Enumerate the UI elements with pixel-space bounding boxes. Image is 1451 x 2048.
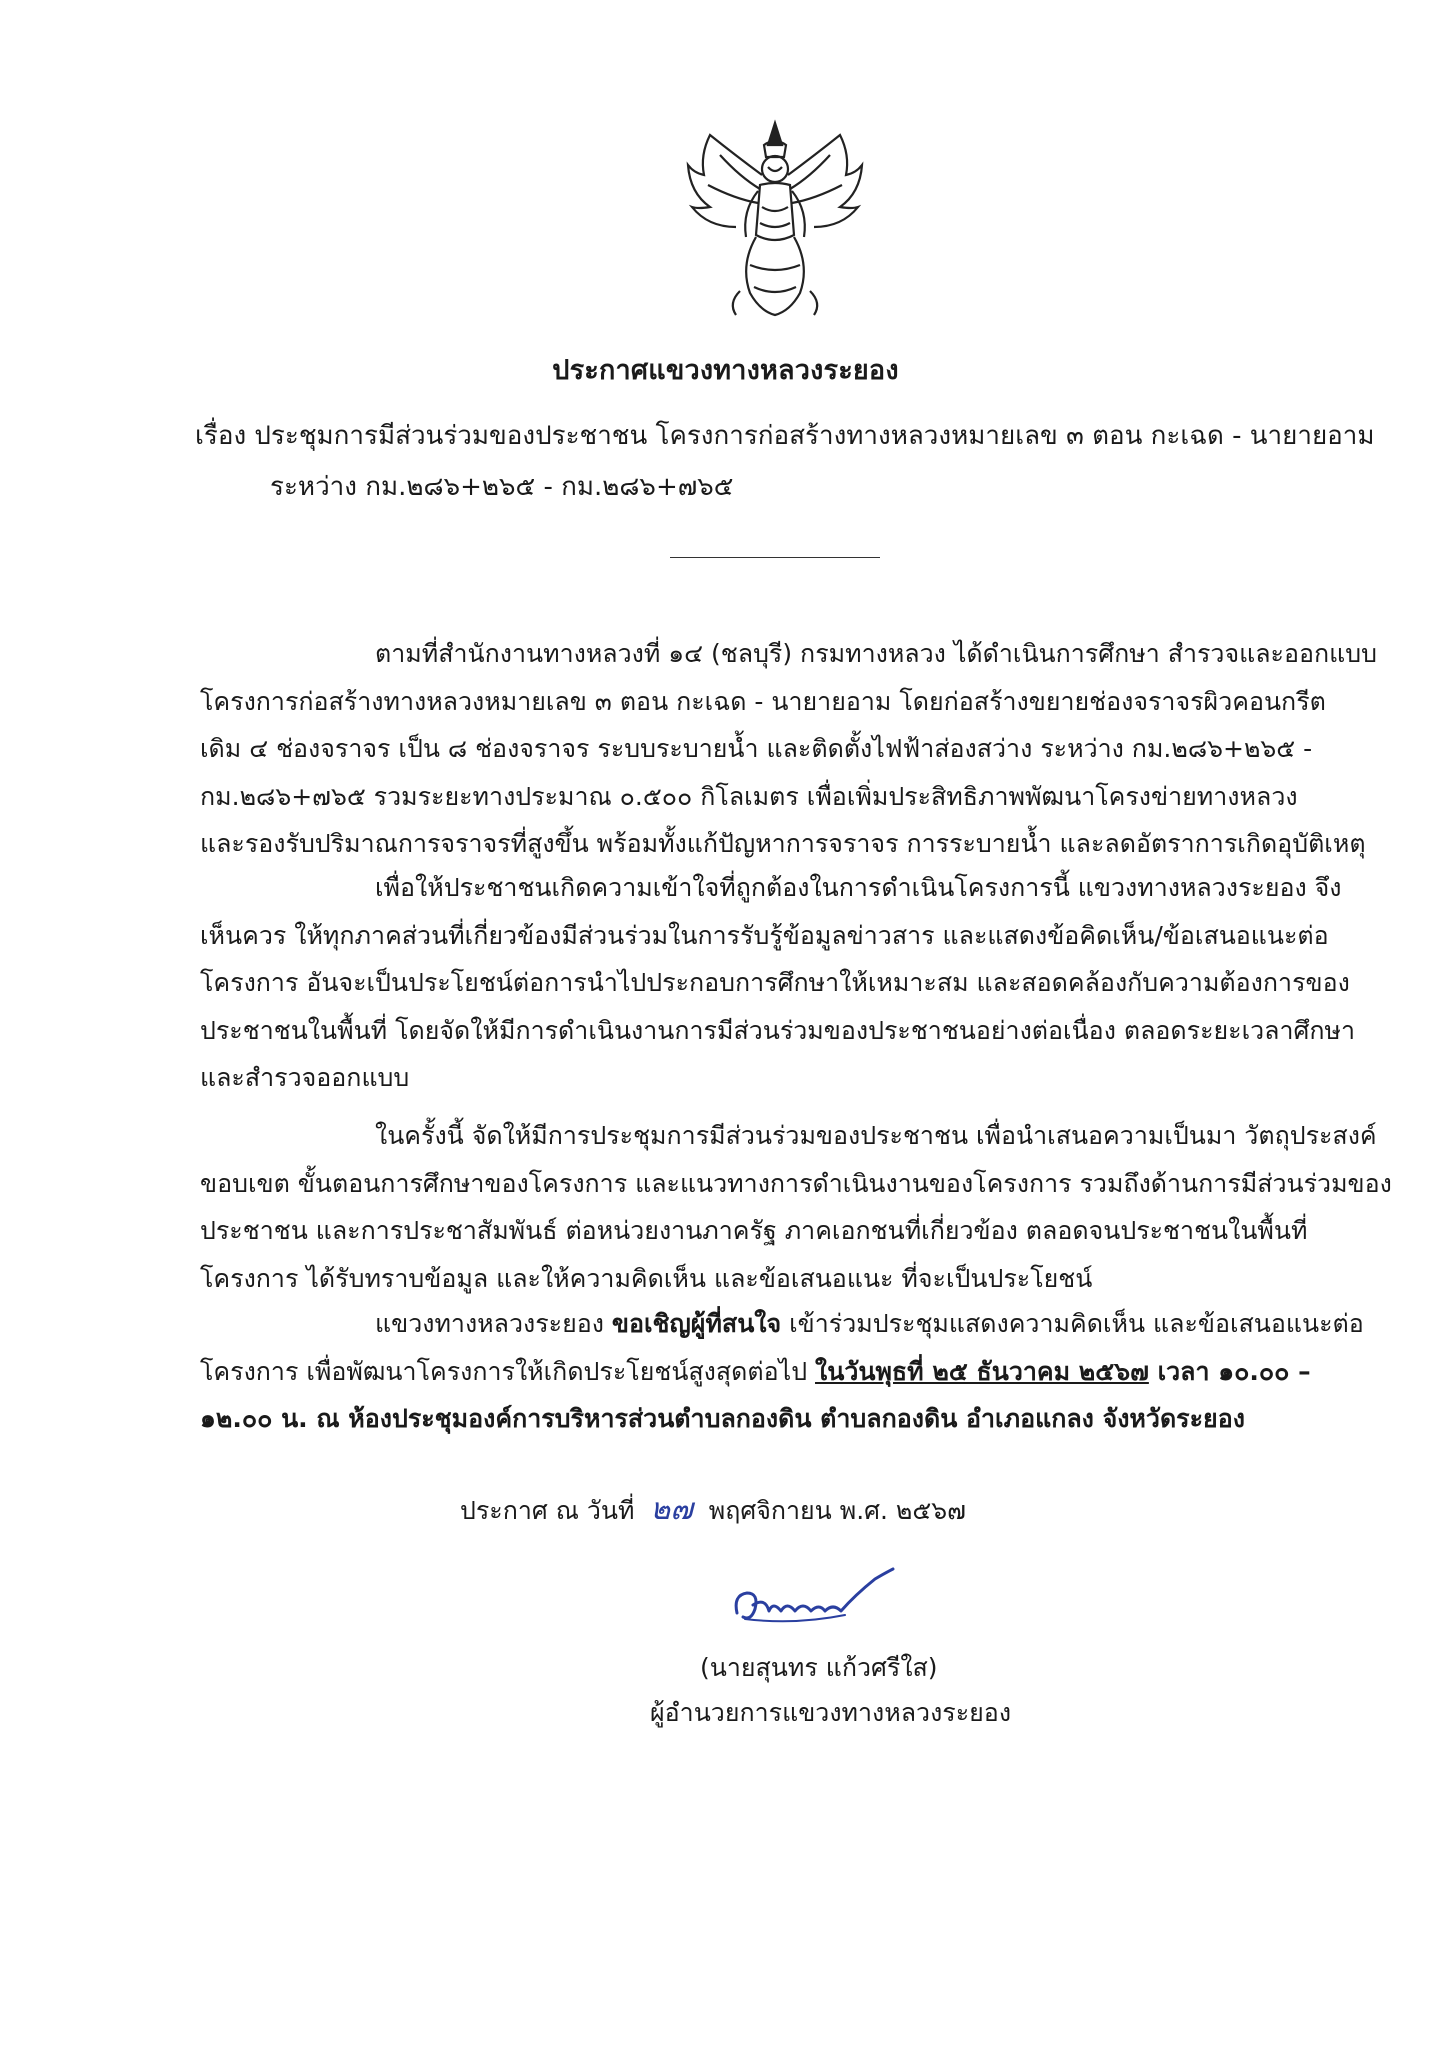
signer-name: (นายสุนทร แก้วศรีใส) [700,1653,938,1682]
paragraph-4 [200,1300,1364,1443]
paragraph-line: โครงการ อันจะเป็นประโยชน์ต่อการนำไปประกอบการศึกษาให้เหมาะสม และสอดคล้องกับความต้องการของ [200,968,1350,997]
paragraph-text: แขวงทางหลวงระยอง [375,1309,612,1338]
paragraph-text: โครงการ เพื่อพัฒนาโครงการให้เกิดประโยชน์สูงสุดต่อไป [200,1356,816,1386]
garuda-emblem-icon [680,115,870,325]
signer-position: ผู้อำนวยการแขวงทางหลวงระยอง [650,1698,1012,1727]
paragraph-line: ประชาชน และการประชาสัมพันธ์ ต่อหน่วยงานภาครัฐ ภาคเอกชนที่เกี่ยวข้อง ตลอดจนประชาชนในพื้นที่ [200,1216,1308,1245]
announce-day: ๒๗ [650,1492,693,1527]
divider-rule [670,557,880,558]
paragraph-line: และสำรวจออกแบบ [200,1063,410,1092]
subject-line-1: เรื่อง ประชุมการมีส่วนร่วมของประชาชน โครงการก่อสร้างทางหลวงหมายเลข ๓ ตอน กะเฉด - นายายอาม [195,421,1375,451]
meeting-venue-line: ๑๒.๐๐ น. ณ ห้องประชุมองค์การบริหารส่วนตำบลกองดิน ตำบลกองดิน อำเภอแกลง จังหวัดระยอง [200,1404,1245,1433]
paragraph-line: เห็นควร ให้ทุกภาคส่วนที่เกี่ยวข้องมีส่วนร่วมในการรับรู้ข้อมูลข่าวสาร และแสดงข้อคิดเห็น/ข้อเสนอแนะต่อ [200,920,1329,950]
paragraph-line [200,1300,1364,1348]
paragraph-2 [200,864,1356,1102]
paragraph-line [200,1348,1350,1396]
paragraph-1 [200,630,1377,868]
paragraph-line: ประชาชนในพื้นที่ โดยจัดให้มีการดำเนินงานการมีส่วนร่วมของประชาชนอย่างต่อเนื่อง ตลอดระยะเวลาศึกษา [200,1015,1356,1045]
paragraph-line: เพื่อให้ประชาชนเกิดความเข้าใจที่ถูกต้องในการดำเนินโครงการนี้ แขวงทางหลวงระยอง จึง [375,873,1342,902]
paragraph-line: ขอบเขต ขั้นตอนการศึกษาของโครงการ และแนวทางการดำเนินงานของโครงการ รวมถึงด้านการมีส่วนร่วมของ [200,1168,1392,1198]
announcement-date [460,1486,966,1533]
paragraph-line: โครงการ ได้รับทราบข้อมูล และให้ความคิดเห็น และข้อเสนอแนะ ที่จะเป็นประโยชน์ [200,1263,1093,1293]
invitation-text: ขอเชิญผู้ที่สนใจ [611,1309,782,1338]
paragraph-text: เข้าร่วมประชุมแสดงความคิดเห็น และข้อเสนอแนะต่อ [781,1309,1364,1338]
paragraph-line: ตามที่สำนักงานทางหลวงที่ ๑๔ (ชลบุรี) กรมทางหลวง ได้ดำเนินการศึกษา สำรวจและออกแบบ [375,639,1377,668]
paragraph-line: โครงการก่อสร้างทางหลวงหมายเลข ๓ ตอน กะเฉด - นายายอาม โดยก่อสร้างขยายช่องจราจรผิวคอนกรีต [200,686,1326,716]
handwritten-signature-icon [725,1565,900,1635]
subject-block [195,415,1375,507]
paragraph-3 [200,1112,1392,1302]
announce-suffix: พฤศจิกายน พ.ศ. ๒๕๖๗ [708,1496,966,1525]
paragraph-line: ในครั้งนี้ จัดให้มีการประชุมการมีส่วนร่วมของประชาชน เพื่อนำเสนอความเป็นมา วัตถุประสงค์ [375,1121,1377,1150]
announce-prefix: ประกาศ ณ วันที่ [460,1496,635,1525]
paragraph-line: เดิม ๔ ช่องจราจร เป็น ๘ ช่องจราจร ระบบระบายน้ำ และติดตั้งไฟฟ้าส่องสว่าง ระหว่าง กม.๒๘๖+๒๖๕ - [200,734,1313,763]
meeting-date-text: ในวันพุธที่ ๒๕ ธันวาคม ๒๕๖๗ [815,1356,1149,1386]
document-title: ประกาศแขวงทางหลวงระยอง [552,355,899,386]
paragraph-line: กม.๒๘๖+๗๖๕ รวมระยะทางประมาณ ๐.๕๐๐ กิโลเมตร เพื่อเพิ่มประสิทธิภาพพัฒนาโครงข่ายทางหลวง [200,781,1298,811]
meeting-time-text: เวลา ๑๐.๐๐ – [1148,1356,1311,1386]
subject-line-2: ระหว่าง กม.๒๘๖+๒๖๕ - กม.๒๘๖+๗๖๕ [270,472,734,502]
paragraph-line: และรองรับปริมาณการจราจรที่สูงขึ้น พร้อมทั้งแก้ปัญหาการจราจร การระบายน้ำ และลดอัตราการเกิดอุบัติเหตุ [200,829,1366,858]
